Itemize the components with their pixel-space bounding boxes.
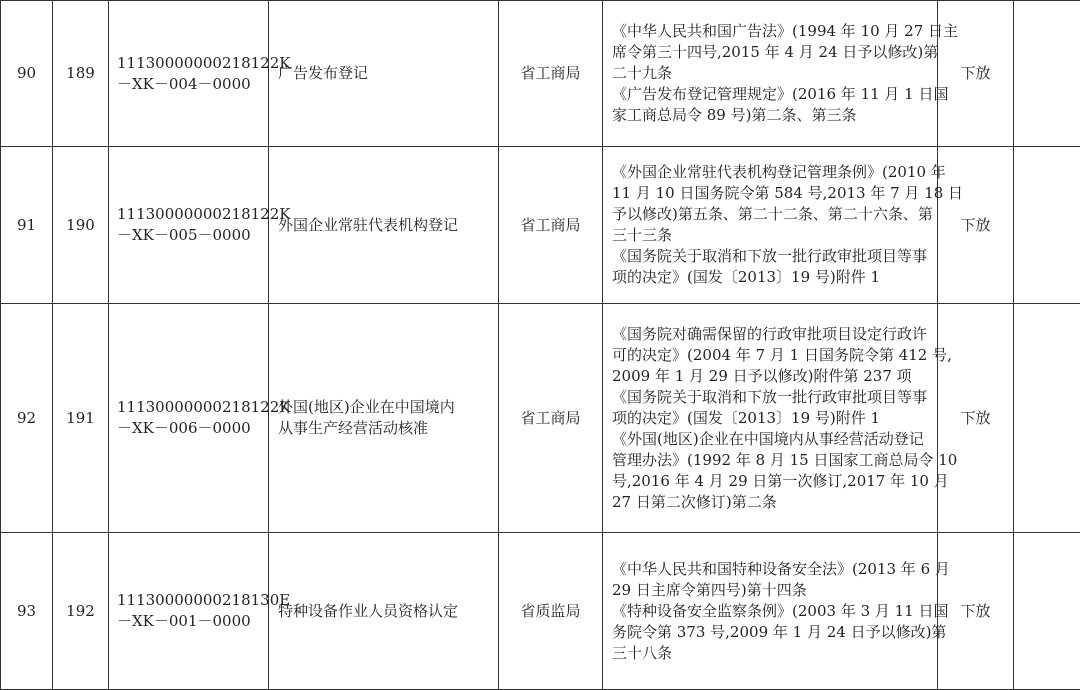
code-line: 11130000000218130E xyxy=(117,590,268,611)
item-number-cell: 191 xyxy=(53,304,109,533)
legal-basis-line: 《国务院关于取消和下放一批行政审批项目等事 xyxy=(612,246,931,267)
legal-basis-cell xyxy=(603,1,938,147)
seq-cell: 90 xyxy=(1,1,53,147)
legal-basis-cell xyxy=(603,304,938,533)
note-cell xyxy=(1014,147,1080,304)
seq-cell: 91 xyxy=(1,147,53,304)
code-line: 11130000000218122K xyxy=(117,53,268,74)
item-name-cell xyxy=(269,304,499,533)
legal-basis-line: 《外国(地区)企业在中国境内从事经营活动登记 xyxy=(612,429,931,450)
code-line: －XK－004－0000 xyxy=(117,74,268,95)
item-name-line: 从事生产经营活动核准 xyxy=(278,418,498,439)
department-cell: 省工商局 xyxy=(499,1,603,147)
item-name-line: 外国(地区)企业在中国境内 xyxy=(278,397,498,418)
action-cell: 下放 xyxy=(938,533,1014,690)
item-name-line: 广告发布登记 xyxy=(278,63,498,84)
legal-basis-line: 予以修改)第五条、第二十二条、第二十六条、第 xyxy=(612,204,931,225)
legal-basis-line: 号,2016 年 4 月 29 日第一次修订,2017 年 10 月 xyxy=(612,471,931,492)
seq-cell: 93 xyxy=(1,533,53,690)
legal-basis-line: 《中华人民共和国特种设备安全法》(2013 年 6 月 xyxy=(612,559,931,580)
department-cell: 省质监局 xyxy=(499,533,603,690)
department-cell: 省工商局 xyxy=(499,304,603,533)
code-cell xyxy=(109,533,269,690)
action-cell: 下放 xyxy=(938,147,1014,304)
legal-basis-cell xyxy=(603,147,938,304)
legal-basis-line: 席令第三十四号,2015 年 4 月 24 日予以修改)第 xyxy=(612,42,931,63)
note-cell xyxy=(1014,533,1080,690)
item-number-cell: 189 xyxy=(53,1,109,147)
department-cell: 省工商局 xyxy=(499,147,603,304)
legal-basis-line: 三十八条 xyxy=(612,643,931,664)
code-line: 11130000000218122K xyxy=(117,397,268,418)
item-name-line: 特种设备作业人员资格认定 xyxy=(278,601,498,622)
note-cell xyxy=(1014,304,1080,533)
legal-basis-line: 《中华人民共和国广告法》(1994 年 10 月 27 日主 xyxy=(612,21,931,42)
table-row xyxy=(1,147,1080,304)
legal-basis-line: 可的决定》(2004 年 7 月 1 日国务院令第 412 号, xyxy=(612,345,931,366)
table-body xyxy=(1,1,1080,690)
action-cell: 下放 xyxy=(938,1,1014,147)
legal-basis-line: 《国务院关于取消和下放一批行政审批项目等事 xyxy=(612,387,931,408)
legal-basis-line: 三十三条 xyxy=(612,225,931,246)
legal-basis-line: 29 日主席令第四号)第十四条 xyxy=(612,580,931,601)
item-name-line: 外国企业常驻代表机构登记 xyxy=(278,215,498,236)
code-cell xyxy=(109,304,269,533)
item-name-cell xyxy=(269,147,499,304)
legal-basis-line: 项的决定》(国发〔2013〕19 号)附件 1 xyxy=(612,267,931,288)
legal-basis-line: 管理办法》(1992 年 8 月 15 日国家工商总局令 10 xyxy=(612,450,931,471)
note-cell xyxy=(1014,1,1080,147)
legal-basis-line: 家工商总局令 89 号)第二条、第三条 xyxy=(612,105,931,126)
item-name-cell xyxy=(269,533,499,690)
code-cell xyxy=(109,147,269,304)
table-row xyxy=(1,533,1080,690)
legal-basis-cell xyxy=(603,533,938,690)
table-row xyxy=(1,1,1080,147)
legal-basis-line: 务院令第 373 号,2009 年 1 月 24 日予以修改)第 xyxy=(612,622,931,643)
code-line: －XK－001－0000 xyxy=(117,611,268,632)
legal-basis-line: 项的决定》(国发〔2013〕19 号)附件 1 xyxy=(612,408,931,429)
item-name-cell xyxy=(269,1,499,147)
action-cell: 下放 xyxy=(938,304,1014,533)
legal-basis-line: 11 月 10 日国务院令第 584 号,2013 年 7 月 18 日 xyxy=(612,183,931,204)
legal-basis-line: 《广告发布登记管理规定》(2016 年 11 月 1 日国 xyxy=(612,84,931,105)
legal-basis-line: 《特种设备安全监察条例》(2003 年 3 月 11 日国 xyxy=(612,601,931,622)
legal-basis-line: 二十九条 xyxy=(612,63,931,84)
table-row xyxy=(1,304,1080,533)
seq-cell: 92 xyxy=(1,304,53,533)
item-number-cell: 190 xyxy=(53,147,109,304)
code-line: 11130000000218122K xyxy=(117,204,268,225)
legal-basis-line: 27 日第二次修订)第二条 xyxy=(612,492,931,513)
legal-basis-line: 《国务院对确需保留的行政审批项目设定行政许 xyxy=(612,324,931,345)
legal-basis-line: 《外国企业常驻代表机构登记管理条例》(2010 年 xyxy=(612,162,931,183)
code-cell xyxy=(109,1,269,147)
item-number-cell: 192 xyxy=(53,533,109,690)
code-line: －XK－005－0000 xyxy=(117,225,268,246)
code-line: －XK－006－0000 xyxy=(117,418,268,439)
legal-basis-line: 2009 年 1 月 29 日予以修改)附件第 237 项 xyxy=(612,366,931,387)
